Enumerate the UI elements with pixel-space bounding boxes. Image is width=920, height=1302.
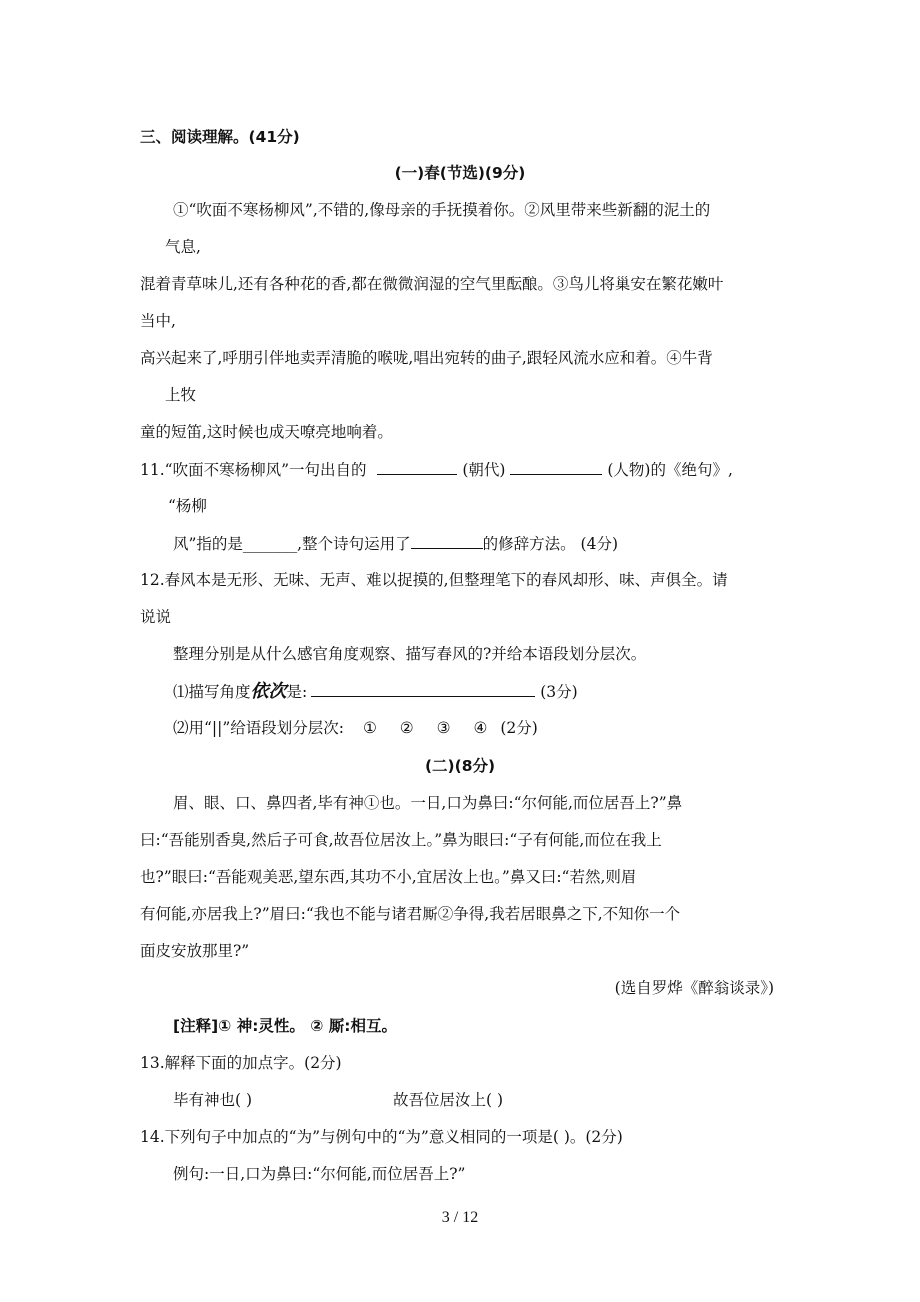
part2-line: 曰:“吾能别香臭,然后子可食,故吾位居汝上。”鼻为眼曰:“子有何能,而位在我上 <box>140 831 662 849</box>
q13-item-1: 毕有神也( ) <box>173 1091 253 1109</box>
page-number: 3 / 12 <box>441 1209 479 1226</box>
q12-mark: ① <box>362 719 377 737</box>
question-14: 14.下列句子中加点的“为”与例句中的“为”意义相同的一项是( )。(2分) <box>140 1128 623 1146</box>
q12-line: 整理分别是从什么感官角度观察、描写春风的?并给本语段划分层次。 <box>173 645 647 663</box>
q11-text: 的修辞方法。 (4分) <box>482 535 618 553</box>
q11-text: 风”指的是_______,整个诗句运用了 <box>173 535 411 553</box>
part1-line: 当中, <box>140 312 176 330</box>
q12-sub2-text: ⑵用“||”给语段划分层次: <box>173 719 345 737</box>
q12-sub1-text: 是: <box>286 683 308 701</box>
q12-sub1-text: ⑴描写角度 <box>173 683 251 701</box>
part1-line: 上牧 <box>165 386 197 404</box>
part2-source: (选自罗烨《醉翁谈录》) <box>614 979 774 997</box>
q11-dynasty-blank[interactable] <box>377 458 457 475</box>
part1-line: 混着青草味儿,还有各种花的香,都在微微润湿的空气里酝酿。③鸟儿将巢安在繁花嫩叶 <box>140 275 724 293</box>
q12-line: 说说 <box>140 608 172 626</box>
question-12: 12.春风本是无形、无味、无声、难以捉摸的,但整理笔下的春风却形、味、声俱全。请 <box>140 571 728 589</box>
q12-sub2 <box>173 717 538 739</box>
q14-example: 例句:一日,口为鼻曰:“尔何能,而位居吾上?” <box>173 1165 466 1183</box>
q13-item-2: 故吾位居汝上( ) <box>393 1091 504 1109</box>
part1-line: 高兴起来了,呼朋引伴地卖弄清脆的喉咙,唱出宛转的曲子,跟轻风流水应和着。④牛背 <box>140 349 713 367</box>
q11-text: 11.“吹面不寒杨柳风”一句出自的 <box>140 461 367 479</box>
part1-line: 童的短笛,这时候也成天嘹亮地响着。 <box>140 423 393 441</box>
part2-title: (二)(8分) <box>424 757 496 775</box>
q11-line <box>173 532 618 555</box>
part2-line: 有何能,亦居我上?”眉曰:“我也不能与诸君厮②争得,我若居眼鼻之下,不知你一个 <box>140 905 681 923</box>
q12-sub1-emphasis: 依次 <box>250 681 287 702</box>
part2-note: [注释]① 神:灵性。 ② 厮:相互。 <box>173 1017 398 1035</box>
part1-line: ①“吹面不寒杨柳风”,不错的,像母亲的手抚摸着你。②风里带来些新翻的泥土的 <box>173 201 711 219</box>
question-13: 13.解释下面的加点字。(2分) <box>140 1054 342 1072</box>
q12-sub1 <box>173 680 578 703</box>
q12-sub2-score: (2分) <box>500 719 538 737</box>
q12-sub1-score: (3分) <box>540 683 578 701</box>
q11-person-label: (人物)的《绝句》, <box>607 461 733 479</box>
q11-dynasty-label: (朝代) <box>462 461 506 479</box>
q11-rhetoric-blank[interactable] <box>411 532 483 549</box>
q12-mark: ③ <box>436 719 451 737</box>
question-11 <box>140 458 733 481</box>
q12-mark: ② <box>399 719 414 737</box>
part2-line: 也?”眼曰:“吾能观美恶,望东西,其功不小,宜居汝上也。”鼻又曰:“若然,则眉 <box>140 868 637 886</box>
q12-mark: ④ <box>473 719 488 737</box>
part2-line: 眉、眼、口、鼻四者,毕有神①也。一日,口为鼻曰:“尔何能,而位居吾上?”鼻 <box>173 794 683 812</box>
section-title: 三、阅读理解。(41分) <box>140 128 300 146</box>
q12-angle-blank[interactable] <box>311 680 535 697</box>
part1-title: (一)春(节选)(9分) <box>394 164 526 182</box>
part1-line: 气息, <box>165 238 201 256</box>
part2-line: 面皮安放那里?” <box>140 942 250 960</box>
q11-line: “杨柳 <box>168 497 207 515</box>
q11-person-blank[interactable] <box>510 458 602 475</box>
